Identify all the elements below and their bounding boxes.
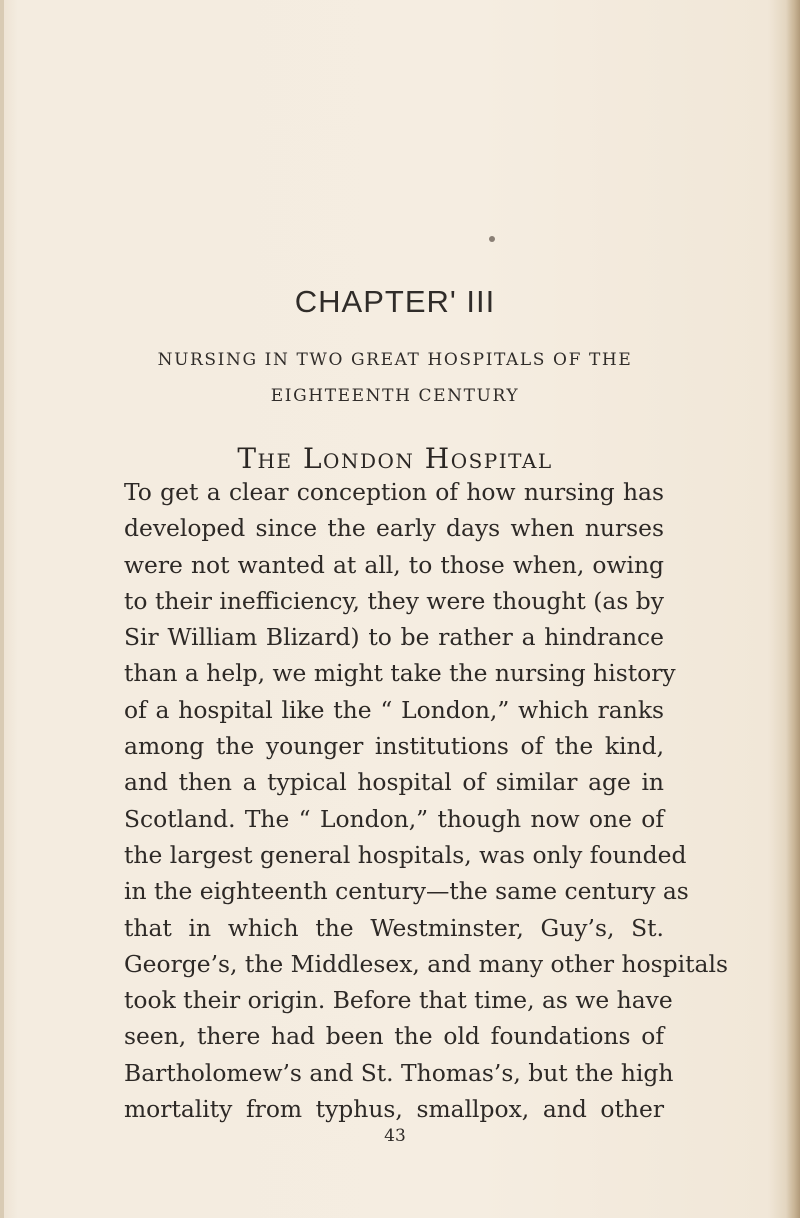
text-line: that in which the Westminster, Guy’s, St. (124, 913, 664, 942)
text-line: took their origin. Before that time, as we have (124, 986, 673, 1015)
page-left-edge (0, 0, 4, 1218)
text-line: to their inefficiency, they were thought (as by (124, 586, 664, 615)
chapter-subtitle-line: EIGHTEENTH CENTURY (270, 386, 520, 406)
chapter-subtitle-line: NURSING IN TWO GREAT HOSPITALS OF THE (157, 350, 633, 370)
text-line: seen, there had been the old foundations of (124, 1022, 664, 1051)
text-line: and then a typical hospital of similar age in (124, 768, 664, 797)
ink-speck (489, 236, 495, 242)
text-line: George’s, the Middlesex, and many other hospitals (124, 949, 728, 978)
text-line: Scotland. The “ London,” though now one of (124, 804, 664, 833)
text-line: Sir William Blizard) to be rather a hindrance (124, 623, 664, 652)
text-line: than a help, we might take the nursing history (124, 659, 676, 688)
text-line: mortality from typhus, smallpox, and other (124, 1095, 664, 1124)
chapter-subtitle (0, 342, 790, 414)
text-line: of a hospital like the “ London,” which ranks (124, 695, 664, 724)
body-paragraph (124, 474, 728, 1127)
text-line: Bartholomew’s and St. Thomas’s, but the high (124, 1058, 674, 1087)
text-line: the largest general hospitals, was only founded (124, 840, 687, 869)
text-line: in the eighteenth century—the same century as (124, 877, 689, 906)
text-line: developed since the early days when nurses (124, 514, 664, 543)
page-number: 43 (384, 1126, 406, 1146)
text-line: To get a clear conception of how nursing has (124, 478, 664, 506)
page-right-edge-shadow (786, 0, 800, 1218)
text-line: among the younger institutions of the kind, (124, 732, 664, 761)
chapter-heading: CHAPTER' III (294, 284, 496, 319)
text-line: were not wanted at all, to those when, owing (124, 550, 664, 579)
section-heading: The London Hospital (237, 442, 553, 475)
